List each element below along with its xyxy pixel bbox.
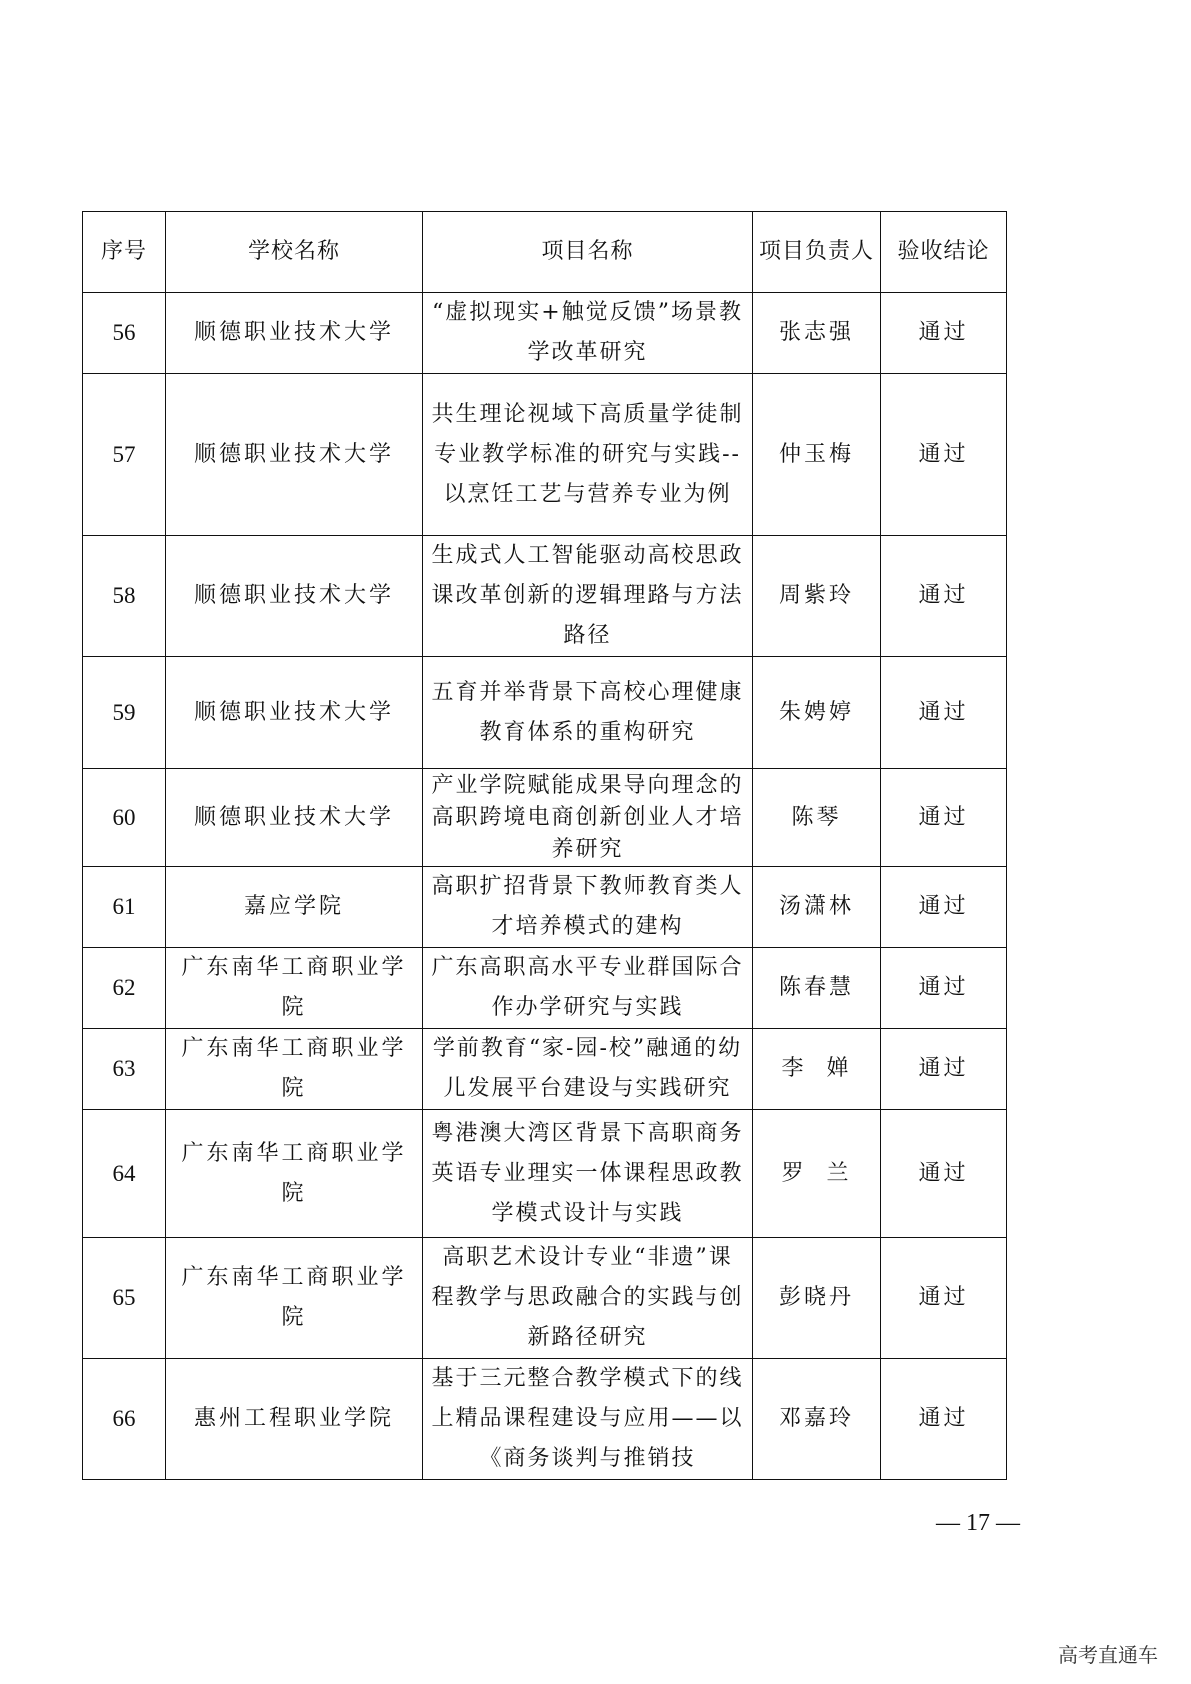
row-project: 学前教育“家-园-校”融通的幼儿发展平台建设与实践研究 — [423, 1029, 753, 1110]
row-school: 广东南华工商职业学院 — [166, 1110, 423, 1238]
row-school: 广东南华工商职业学院 — [166, 1029, 423, 1110]
header-result: 验收结论 — [881, 212, 1007, 293]
row-project: 广东高职高水平专业群国际合作办学研究与实践 — [423, 948, 753, 1029]
row-leader: 仲玉梅 — [753, 374, 881, 536]
row-result: 通过 — [881, 867, 1007, 948]
row-school: 顺德职业技术大学 — [166, 657, 423, 769]
table-row — [83, 948, 1007, 1029]
header-school: 学校名称 — [166, 212, 423, 293]
table-row — [83, 867, 1007, 948]
row-no: 56 — [83, 293, 166, 374]
acceptance-results-table — [82, 211, 1007, 1480]
header-project: 项目名称 — [423, 212, 753, 293]
row-result: 通过 — [881, 769, 1007, 867]
row-no: 64 — [83, 1110, 166, 1238]
header-no: 序号 — [83, 212, 166, 293]
row-result: 通过 — [881, 657, 1007, 769]
watermark: 高考直通车 — [1058, 1643, 1158, 1667]
row-no: 62 — [83, 948, 166, 1029]
table-header-row — [83, 212, 1007, 293]
row-result: 通过 — [881, 536, 1007, 657]
row-project: 高职扩招背景下教师教育类人才培养模式的建构 — [423, 867, 753, 948]
row-result: 通过 — [881, 948, 1007, 1029]
table-row — [83, 536, 1007, 657]
row-project: 生成式人工智能驱动高校思政课改革创新的逻辑理路与方法路径 — [423, 536, 753, 657]
table-row — [83, 1110, 1007, 1238]
row-no: 60 — [83, 769, 166, 867]
row-no: 65 — [83, 1238, 166, 1359]
row-leader: 朱娉婷 — [753, 657, 881, 769]
header-leader: 项目负责人 — [753, 212, 881, 293]
row-leader: 周紫玲 — [753, 536, 881, 657]
row-school: 顺德职业技术大学 — [166, 769, 423, 867]
row-result: 通过 — [881, 1029, 1007, 1110]
row-project: 基于三元整合教学模式下的线上精品课程建设与应用——以《商务谈判与推销技 — [423, 1359, 753, 1480]
row-leader: 张志强 — [753, 293, 881, 374]
row-school: 顺德职业技术大学 — [166, 374, 423, 536]
table-row — [83, 1359, 1007, 1480]
table-row — [83, 657, 1007, 769]
table-row — [83, 1238, 1007, 1359]
row-school: 顺德职业技术大学 — [166, 536, 423, 657]
row-result: 通过 — [881, 1238, 1007, 1359]
table-row — [83, 1029, 1007, 1110]
table-row — [83, 374, 1007, 536]
table-row — [83, 769, 1007, 867]
row-leader: 陈春慧 — [753, 948, 881, 1029]
row-project: 共生理论视域下高质量学徒制专业教学标准的研究与实践--以烹饪工艺与营养专业为例 — [423, 374, 753, 536]
row-result: 通过 — [881, 1359, 1007, 1480]
row-project: 五育并举背景下高校心理健康教育体系的重构研究 — [423, 657, 753, 769]
row-result: 通过 — [881, 1110, 1007, 1238]
row-project: 产业学院赋能成果导向理念的高职跨境电商创新创业人才培养研究 — [423, 769, 753, 867]
row-school: 广东南华工商职业学院 — [166, 1238, 423, 1359]
row-result: 通过 — [881, 293, 1007, 374]
row-leader: 彭晓丹 — [753, 1238, 881, 1359]
row-school: 惠州工程职业学院 — [166, 1359, 423, 1480]
row-school: 嘉应学院 — [166, 867, 423, 948]
row-school: 顺德职业技术大学 — [166, 293, 423, 374]
page-number: — 17 — — [936, 1510, 1020, 1536]
table-row — [83, 293, 1007, 374]
row-leader: 李 婵 — [753, 1029, 881, 1110]
row-project: “虚拟现实+触觉反馈”场景教学改革研究 — [423, 293, 753, 374]
row-no: 66 — [83, 1359, 166, 1480]
row-result: 通过 — [881, 374, 1007, 536]
row-no: 58 — [83, 536, 166, 657]
row-no: 63 — [83, 1029, 166, 1110]
row-leader: 陈琴 — [753, 769, 881, 867]
row-no: 57 — [83, 374, 166, 536]
row-no: 61 — [83, 867, 166, 948]
row-project: 高职艺术设计专业“非遗”课程教学与思政融合的实践与创新路径研究 — [423, 1238, 753, 1359]
row-no: 59 — [83, 657, 166, 769]
row-school: 广东南华工商职业学院 — [166, 948, 423, 1029]
row-leader: 邓嘉玲 — [753, 1359, 881, 1480]
row-leader: 汤潇林 — [753, 867, 881, 948]
row-project: 粤港澳大湾区背景下高职商务英语专业理实一体课程思政教学模式设计与实践 — [423, 1110, 753, 1238]
row-leader: 罗 兰 — [753, 1110, 881, 1238]
